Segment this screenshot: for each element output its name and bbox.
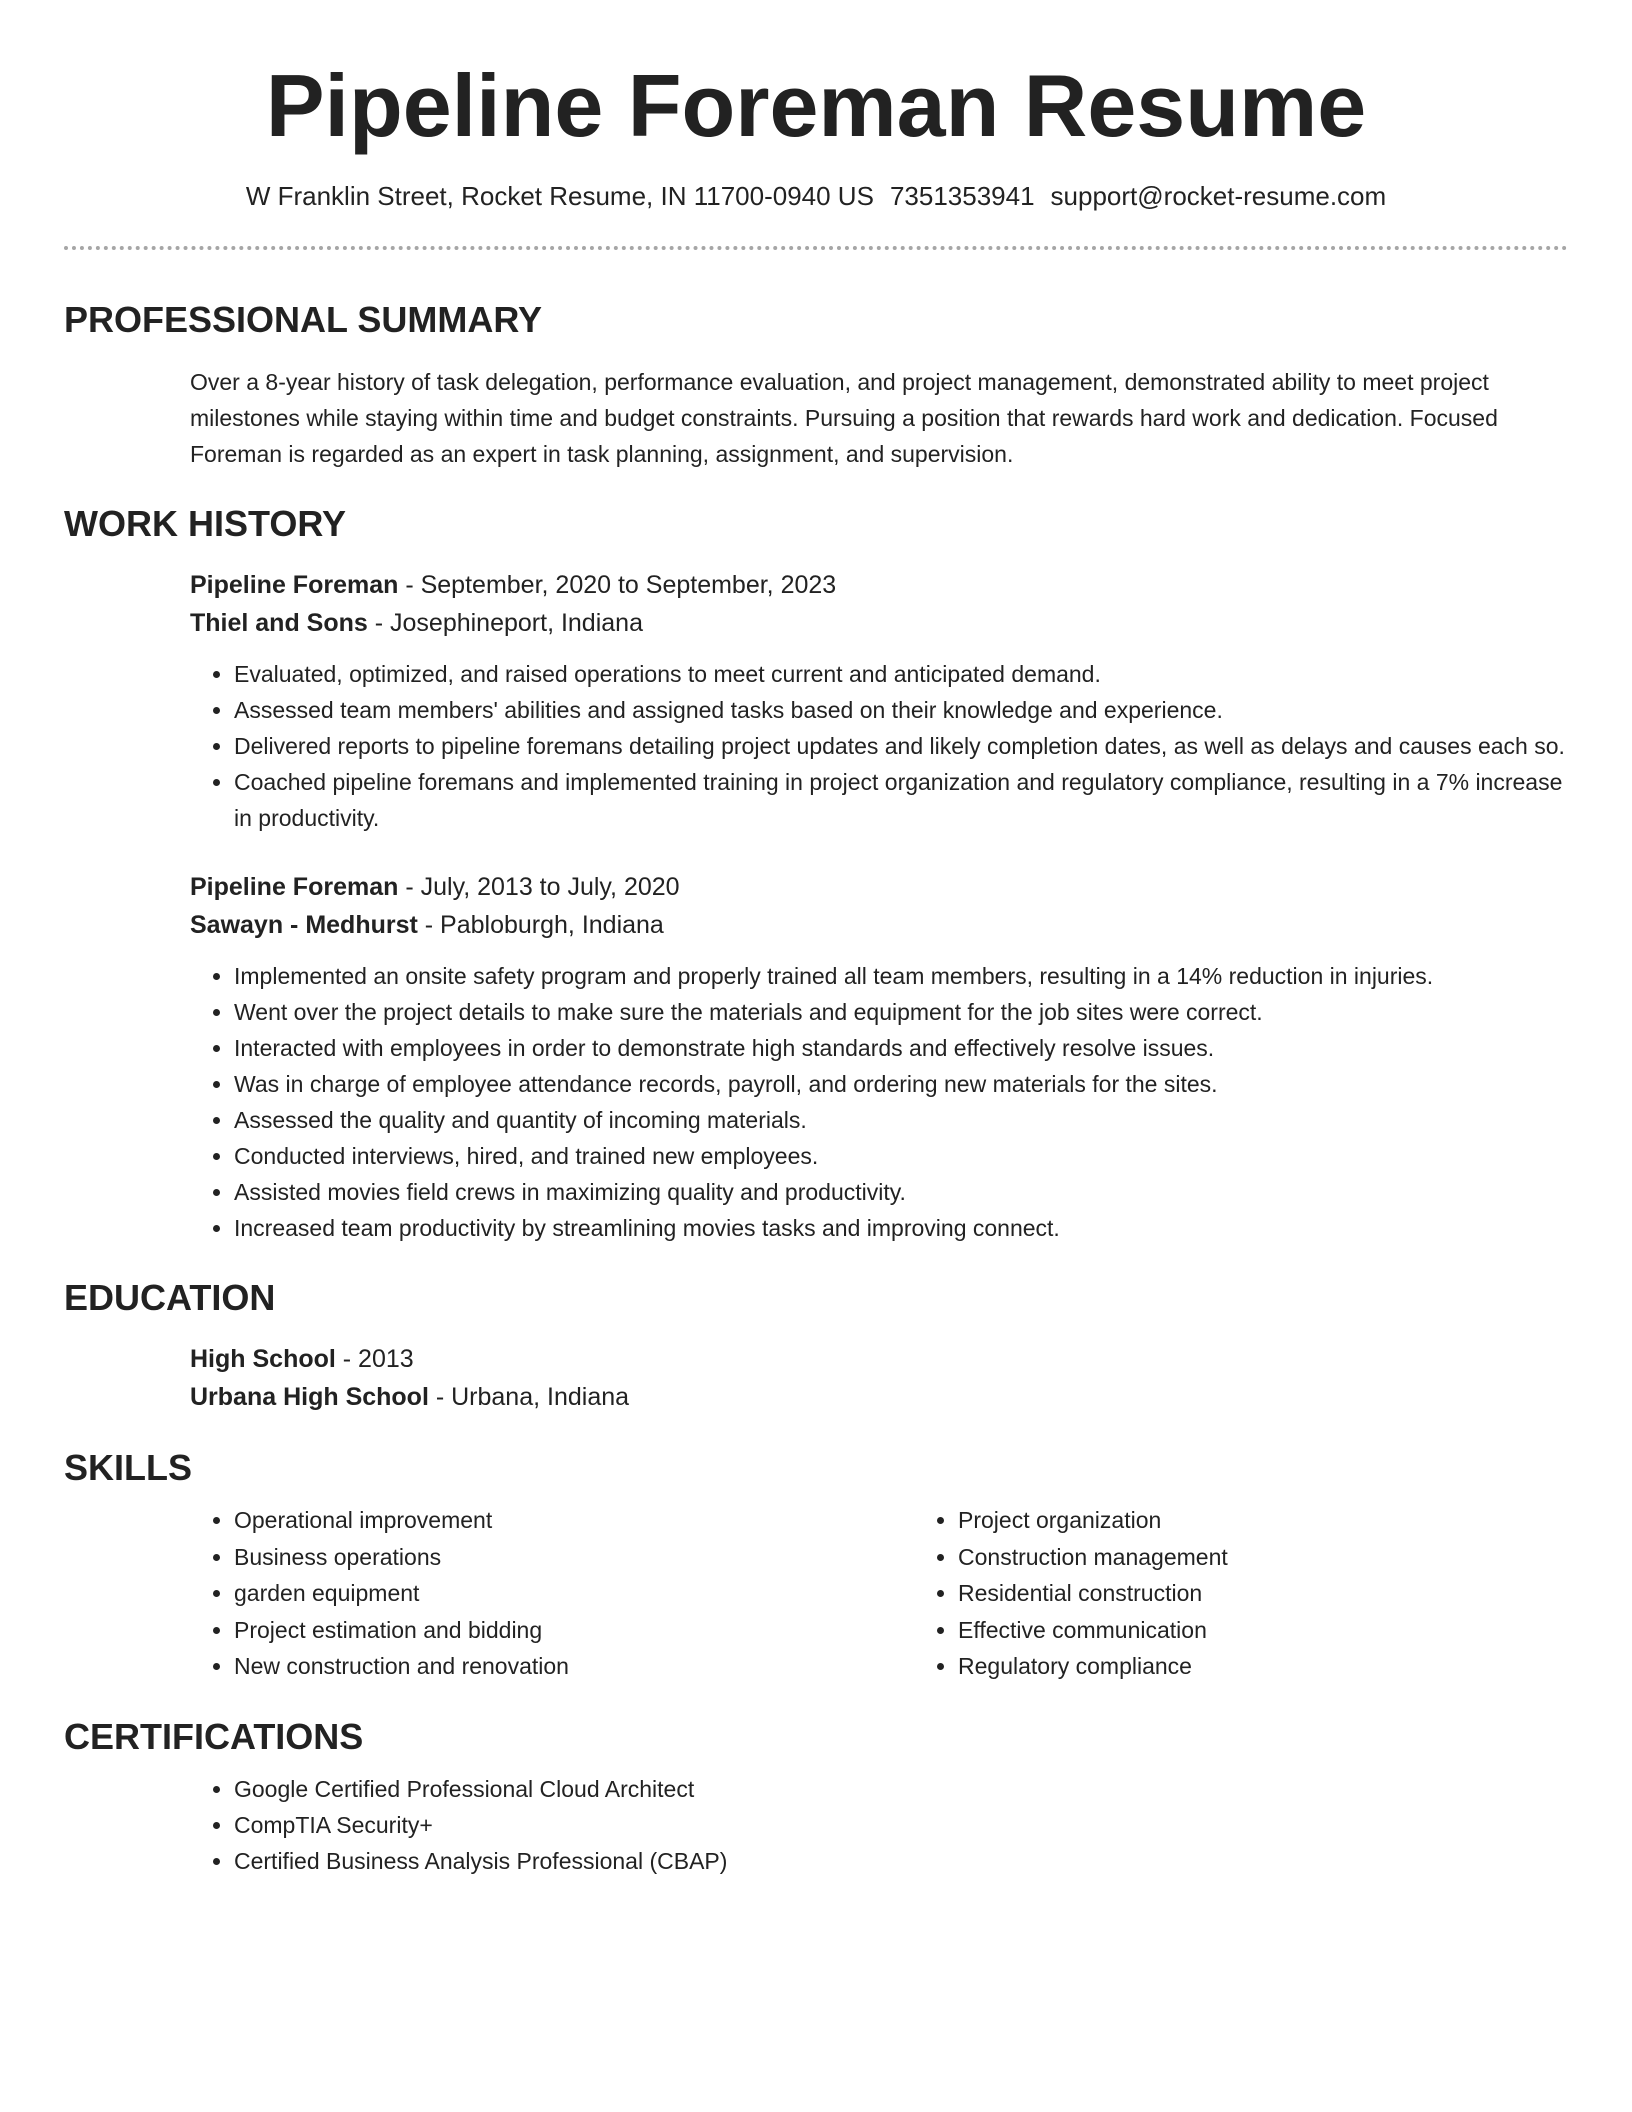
summary-heading: PROFESSIONAL SUMMARY	[64, 299, 543, 340]
education-heading: EDUCATION	[64, 1277, 276, 1318]
certification-item: • Certified Business Analysis Professional (CBAP)	[234, 1843, 1568, 1879]
job-entry	[190, 868, 1568, 944]
work-history-heading: WORK HISTORY	[64, 503, 347, 544]
education-school-line	[190, 1378, 1568, 1416]
summary-text: Over a 8-year history of task delegation, performance evaluation, and project management, demonstrated ability to meet project milestones while staying within time and budget constraints. Pursuing a position that rewards hard work and dedication. Focused Foreman is regarded as an expert in task planning, assignment, and supervision.	[190, 369, 1498, 467]
certifications-list	[190, 1771, 1568, 1879]
job-title: Pipeline Foreman	[190, 873, 399, 901]
contact-phone[interactable]: 7351353941	[889, 181, 1035, 211]
list-item: • Coached pipeline foremans and implemented training in project organization and regulatory compliance, resulting in a 7% increase in productivity.	[234, 764, 1568, 836]
certifications-heading: CERTIFICATIONS	[64, 1715, 364, 1757]
skill-item: • Operational improvement	[234, 1502, 914, 1539]
list-item: • Increased team productivity by streamlining movies tasks and improving connect.	[234, 1210, 1568, 1246]
skills-heading: SKILLS	[64, 1447, 193, 1488]
list-item: • Interacted with employees in order to demonstrate high standards and effectively resolve issues.	[234, 1030, 1568, 1066]
resume-page	[64, 0, 1568, 1879]
list-item: • Assessed the quality and quantity of incoming materials.	[234, 1102, 1568, 1138]
header-divider	[64, 246, 1568, 250]
certification-item: • CompTIA Security+	[234, 1807, 1568, 1843]
job-title: Pipeline Foreman	[190, 571, 399, 599]
education-location: - Urbana, Indiana	[428, 1383, 630, 1411]
skill-item: • Residential construction	[958, 1575, 1558, 1612]
education-entry	[190, 1340, 1568, 1416]
list-item: • Was in charge of employee attendance records, payroll, and ordering new materials for the sites.	[234, 1066, 1568, 1102]
list-item: • Conducted interviews, hired, and trained new employees.	[234, 1138, 1568, 1174]
skill-item: • Business operations	[234, 1539, 914, 1576]
skill-item: • Project organization	[958, 1502, 1558, 1539]
job-title-line	[190, 868, 1568, 906]
list-item: • Assessed team members' abilities and assigned tasks based on their knowledge and experience.	[234, 692, 1568, 728]
skill-item: • Regulatory compliance	[958, 1648, 1558, 1685]
skill-item: • Project estimation and bidding	[234, 1612, 914, 1649]
work-history-section	[64, 502, 1568, 1246]
job-company-line	[190, 604, 1568, 642]
skills-column-left	[190, 1502, 914, 1685]
education-section	[64, 1276, 1568, 1416]
skills-section	[64, 1446, 1568, 1685]
education-degree: High School	[190, 1345, 336, 1373]
list-item: • Implemented an onsite safety program and properly trained all team members, resulting in a 14% reduction in injuries.	[234, 958, 1568, 994]
education-school: Urbana High School	[190, 1383, 429, 1411]
skill-item: • Construction management	[958, 1539, 1558, 1576]
job-dates: - September, 2020 to September, 2023	[398, 571, 837, 599]
job-location: - Pabloburgh, Indiana	[417, 911, 664, 939]
job-company: Sawayn - Medhurst	[190, 911, 418, 939]
job-dates: - July, 2013 to July, 2020	[398, 873, 680, 901]
job-location: - Josephineport, Indiana	[367, 609, 643, 637]
resume-title: Pipeline Foreman Resume	[265, 56, 1367, 155]
skill-item: • garden equipment	[234, 1575, 914, 1612]
job-entry	[190, 566, 1568, 642]
contact-email[interactable]: support@rocket-resume.com	[1050, 181, 1387, 211]
job-bullets	[190, 656, 1568, 836]
job-company-line	[190, 906, 1568, 944]
summary-section	[64, 298, 1568, 472]
skill-item: • New construction and renovation	[234, 1648, 914, 1685]
list-item: • Went over the project details to make sure the materials and equipment for the job sites were correct.	[234, 994, 1568, 1030]
skill-item: • Effective communication	[958, 1612, 1558, 1649]
skills-column-right	[914, 1502, 1558, 1685]
job-title-line	[190, 566, 1568, 604]
list-item: • Delivered reports to pipeline foremans detailing project updates and likely completion dates, as well as delays and causes each so.	[234, 728, 1568, 764]
list-item: • Evaluated, optimized, and raised operations to meet current and anticipated demand.	[234, 656, 1568, 692]
contact-address: W Franklin Street, Rocket Resume, IN 11700-0940 US	[245, 181, 874, 211]
list-item: • Assisted movies field crews in maximizing quality and productivity.	[234, 1174, 1568, 1210]
certification-item: • Google Certified Professional Cloud Architect	[234, 1771, 1568, 1807]
contact-line	[64, 180, 1568, 212]
education-degree-line	[190, 1340, 1568, 1378]
skills-grid	[190, 1502, 1568, 1685]
job-company: Thiel and Sons	[190, 609, 368, 637]
certifications-section	[64, 1715, 1568, 1879]
education-year: - 2013	[335, 1345, 414, 1373]
job-bullets	[190, 958, 1568, 1246]
